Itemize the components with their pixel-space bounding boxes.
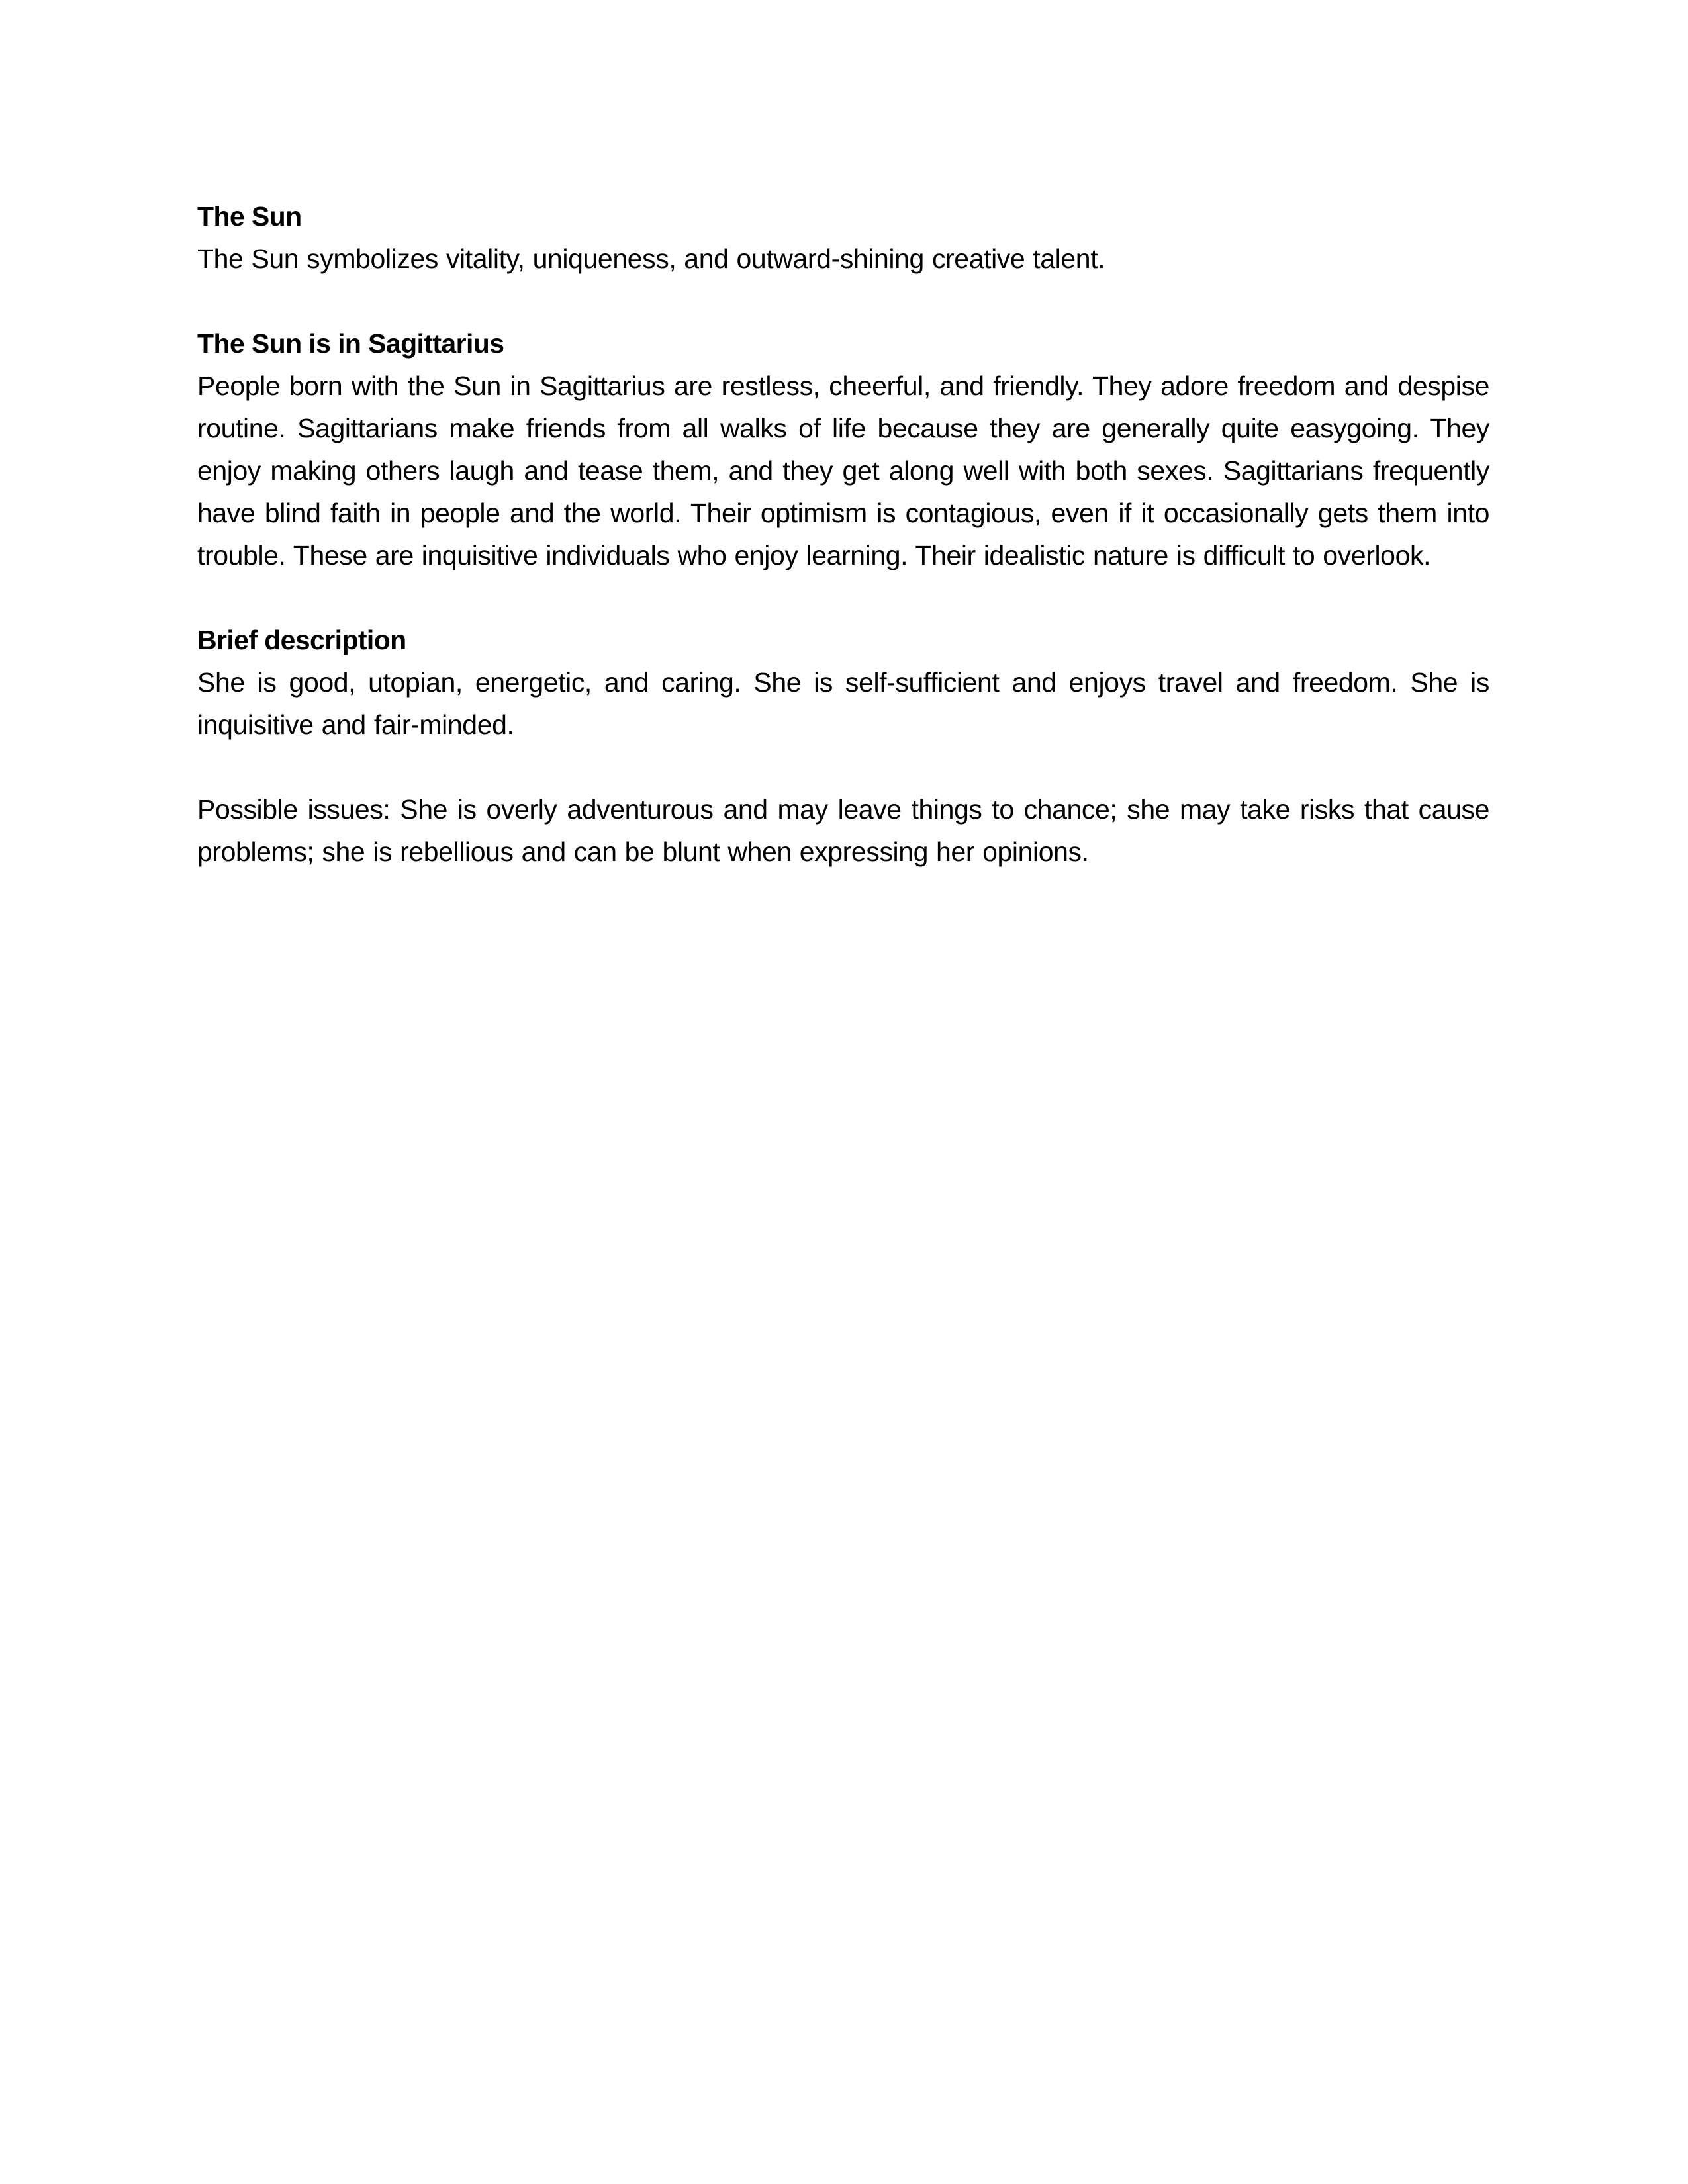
spacer (197, 746, 1489, 788)
body-paragraph: The Sun symbolizes vitality, uniqueness, and outward-shining creative talent. (197, 244, 1105, 274)
section-sun-in-sagittarius (197, 322, 1489, 576)
possible-issues-paragraph: Possible issues: She is overly adventurous and may leave things to chance; she may take risks that cause problems; she is rebellious and can be blunt when expressing her opinions. (197, 794, 1489, 867)
spacer (197, 280, 1489, 322)
body-paragraph: She is good, utopian, energetic, and caring. She is self-sufficient and enjoys travel and freedom. She is inquisitive and fair-minded. (197, 667, 1489, 740)
spacer (197, 576, 1489, 619)
section-heading: Brief description (197, 625, 406, 655)
section-heading: The Sun is in Sagittarius (197, 328, 504, 359)
document-page (197, 195, 1489, 873)
body-paragraph: People born with the Sun in Sagittarius are restless, cheerful, and friendly. They adore freedom and despise routine. Sagittarians make friends from all walks of life because they are generally quite easygoing. They enjoy making others laugh and tease them, and they get along well with both sexes. Sagittarians frequently have blind faith in people and the world. Their optimism is contagious, even if it occasionally gets them into trouble. These are inquisitive individuals who enjoy learning. Their idealistic nature is difficult to overlook. (197, 371, 1489, 570)
section-brief-description (197, 619, 1489, 873)
section-heading: The Sun (197, 201, 302, 232)
section-the-sun (197, 195, 1489, 280)
